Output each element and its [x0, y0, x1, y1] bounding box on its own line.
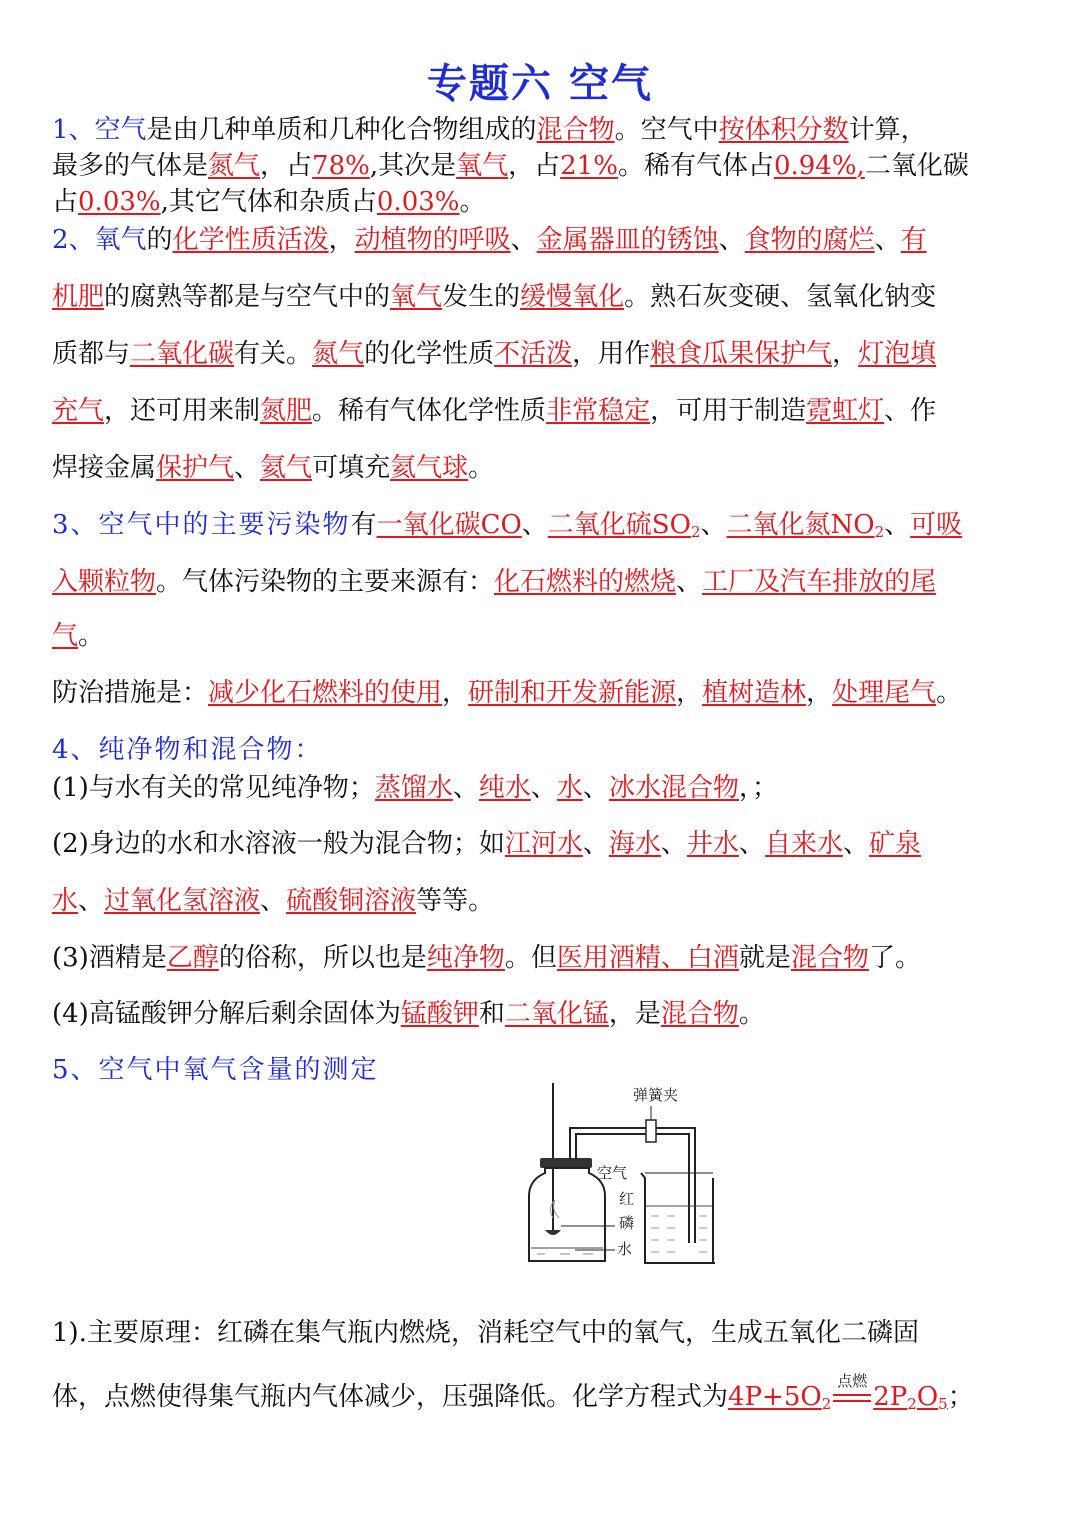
section-2-line-5: 焊接金属保护气、氦气可填充氦气球。	[52, 453, 495, 483]
section-3-line-4: 防治措施是：减少化石燃料的使用，研制和开发新能源，植树造林，处理尾气。	[52, 678, 963, 708]
section-2-line-1: 2、氧气的化学性质活泼，动植物的呼吸、金属器皿的锈蚀、食物的腐烂、有	[52, 225, 927, 255]
oxygen-measurement-apparatus	[515, 1078, 715, 1278]
section-2-line-4: 充气，还可用来制氮肥。稀有气体化学性质非常稳定，可用于制造霓虹灯、作	[52, 396, 937, 426]
label-air: 空气	[597, 1164, 628, 1182]
principle-line-1: 1).主要原理：红磷在集气瓶内燃烧，消耗空气中的氧气，生成五氧化二磷固	[52, 1318, 919, 1348]
section-1-line-3: 占0.03%,其它气体和杂质占0.03%。	[52, 187, 486, 217]
page-title: 专题六 空气	[427, 60, 653, 107]
section-4-heading-line	[52, 734, 1042, 766]
section-3-line-3: 气。	[52, 621, 105, 651]
section-2-line-2: 机肥的腐熟等都是与空气中的氧气发生的缓慢氧化。熟石灰变硬、氢氧化钠变	[52, 282, 937, 312]
section-1-heading: 1、空气	[52, 115, 147, 145]
label-clip: 弹簧夹	[633, 1086, 679, 1104]
equation-condition: 点燃	[837, 1372, 868, 1390]
section-4-line-5: (4)高锰酸钾分解后剩余固体为锰酸钾和二氧化锰，是混合物。	[52, 999, 765, 1029]
label-red: 红	[619, 1190, 635, 1208]
chemical-equation: $4P+5O_2$ 点燃 $2P_2O_5$	[728, 1382, 948, 1412]
section-4-line-4: (3)酒精是乙醇的俗称，所以也是纯净物。但医用酒精、白酒就是混合物了。	[52, 943, 921, 973]
section-2-line-3: 质都与二氧化碳有关。氮气的化学性质不活泼，用作粮食瓜果保护气，灯泡填	[52, 339, 937, 369]
section-4-line-1: (1)与水有关的常见纯净物；蒸馏水、纯水、水、冰水混合物，；	[52, 773, 778, 803]
label-phosphorus: 磷	[619, 1214, 635, 1232]
label-water: 水	[617, 1240, 633, 1258]
section-4-line-2: (2)身边的水和水溶液一般为混合物；如江河水、海水、井水、自来水、矿泉	[52, 829, 921, 859]
section-5-heading: 5、空气中氧气含量的测定	[52, 1055, 379, 1085]
principle-line-2: 体，点燃使得集气瓶内气体减少，压强降低。化学方程式为$4P+5O_2$ 点燃 $2P_2O_5$；	[52, 1381, 1042, 1420]
section-1-line-2: 最多的气体是氮气，占78%,其次是氧气，占21%。稀有气体占0.94%,二氧化碳	[52, 151, 969, 181]
section-3-heading: 3、空气中的主要污染物	[52, 510, 351, 540]
section-1-line-1: 1、空气是由几种单质和几种化合物组成的混合物。空气中按体积分数计算，	[52, 115, 927, 145]
section-2-heading: 2、氧气	[52, 225, 147, 255]
section-3-line-1: 3、空气中的主要污染物有一氧化碳CO、二氧化硫$SO_2$、二氧化氮$NO_2$、可吸	[52, 510, 963, 541]
section-4-heading: 4、纯净物和混合物：	[52, 735, 323, 765]
section-3-line-2: 入颗粒物。气体污染物的主要来源有：化石燃料的燃烧、工厂及汽车排放的尾	[52, 567, 937, 597]
section-4-line-3: 水、过氧化氢溶液、硫酸铜溶液等等。	[52, 886, 495, 916]
